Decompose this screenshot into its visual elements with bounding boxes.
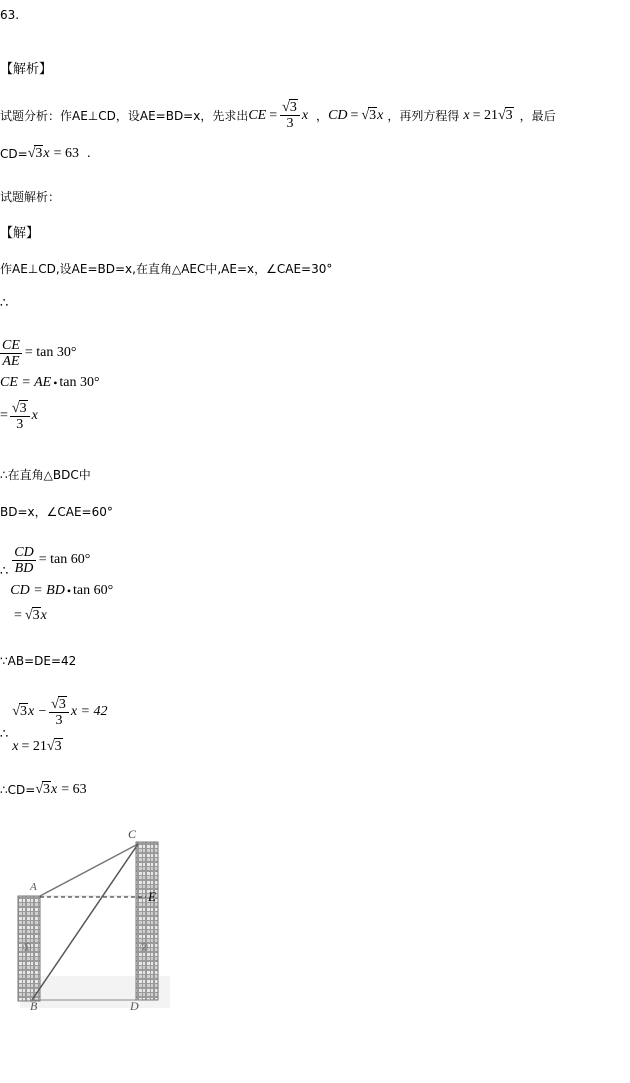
tan30: tan 30° <box>59 375 100 390</box>
label-a: A <box>30 881 37 893</box>
then-solve-text: ，再列方程得 <box>387 109 460 123</box>
equals-sign: = <box>0 408 8 423</box>
label-building-2: ② <box>139 941 149 954</box>
final-line <box>0 782 87 798</box>
equation-block-1 <box>0 334 100 438</box>
sqrt-symbol: √3 <box>361 107 377 123</box>
line-ac <box>40 844 138 896</box>
solve-title: 【解】 <box>0 226 40 241</box>
label-d: D <box>130 999 139 1013</box>
equation-block-3 <box>0 690 108 760</box>
ce-equals-ae: CE = AE <box>0 375 52 390</box>
step-2: ∴在直角△BDC中 <box>0 468 91 482</box>
x-value: = 21 <box>21 739 47 754</box>
therefore-symbol: ∴ <box>0 726 9 742</box>
tan60-rhs: = tan 60° <box>38 552 91 567</box>
therefore-symbol: ∴ <box>0 296 9 311</box>
analysis-title: 【解析】 <box>0 62 53 77</box>
equals-sign: = <box>14 608 22 623</box>
fraction-sqrt3-over-3: $\frac{√3}{3}$ <box>10 401 30 432</box>
x-symbol: x <box>377 107 384 123</box>
label-c: C <box>128 827 137 841</box>
answer-text: 63. <box>0 8 20 22</box>
x-symbol: x <box>301 107 309 123</box>
building-right <box>136 842 158 1000</box>
sqrt-symbol: √3 <box>282 100 297 115</box>
x-minus: x − <box>27 704 48 719</box>
solution-label: 试题解析： <box>0 190 61 204</box>
period: . <box>87 146 91 161</box>
x-symbol: x <box>43 146 50 161</box>
cd-prefix: CD= <box>0 147 28 161</box>
building-diagram <box>10 826 180 1016</box>
x-symbol: x <box>31 408 38 423</box>
ce-symbol: CE <box>248 107 267 123</box>
step-3: BD=x，∠CAE=60° <box>0 505 113 519</box>
sqrt-symbol: √3 <box>497 107 513 123</box>
sqrt-symbol: √3 <box>12 704 27 719</box>
fraction-cd-over-bd: $\frac{CD}{BD}$ <box>14 544 34 576</box>
x-symbol: x <box>12 739 19 754</box>
label-e: E <box>148 889 156 904</box>
sqrt-symbol: √3 <box>35 782 50 797</box>
equals-sign: = <box>350 107 359 123</box>
step-4: ∵AB=DE=42 <box>0 654 77 668</box>
cd-symbol: CD <box>328 107 348 123</box>
analysis-line-1 <box>0 100 556 131</box>
x-equals-42: x = 42 <box>70 704 108 719</box>
cd-equals-bd: CD = BD <box>10 583 65 598</box>
final-prefix: ∴CD= <box>0 783 36 797</box>
step-1: 作AE⊥CD,设AE=BD=x,在直角△AEC中,AE=x，∠CAE=30° <box>0 262 333 276</box>
x-symbol: x <box>51 782 58 797</box>
analysis-prefix: 试题分析：作AE⊥CD，设AE=BD=x，先求出 <box>0 109 249 123</box>
label-b: B <box>30 999 38 1013</box>
sqrt-symbol: √3 <box>27 146 43 161</box>
multiply-dot: • <box>66 583 72 598</box>
cd-result: = 63 <box>53 146 79 161</box>
fraction-sqrt3-over-3: $\frac{√3}{3}$ <box>49 697 69 728</box>
multiply-dot: • <box>53 375 58 390</box>
tan30-rhs: = tan 30° <box>24 345 77 360</box>
comma: ， <box>316 109 329 123</box>
analysis-line-2 <box>0 146 91 162</box>
fraction-sqrt3-over-3: $\frac{√3}{3}$ <box>280 100 300 131</box>
fraction-ce-over-ae: $\frac{CE}{AE}$ <box>2 337 20 369</box>
building-diagram-svg <box>10 826 180 1016</box>
therefore-symbol: ∴ <box>0 563 9 579</box>
x-symbol: x <box>463 107 470 123</box>
x-symbol: x <box>40 608 47 623</box>
sqrt-symbol: √3 <box>24 608 40 623</box>
label-building-1: ① <box>22 941 32 954</box>
last-text: ，最后 <box>519 109 556 123</box>
final-value: = 63 <box>61 782 87 797</box>
equation-block-2 <box>0 540 113 630</box>
sqrt-symbol: √3 <box>46 739 62 754</box>
tan60: tan 60° <box>73 583 114 598</box>
x-value: = 21 <box>472 107 498 123</box>
equals-sign: = <box>269 107 278 123</box>
